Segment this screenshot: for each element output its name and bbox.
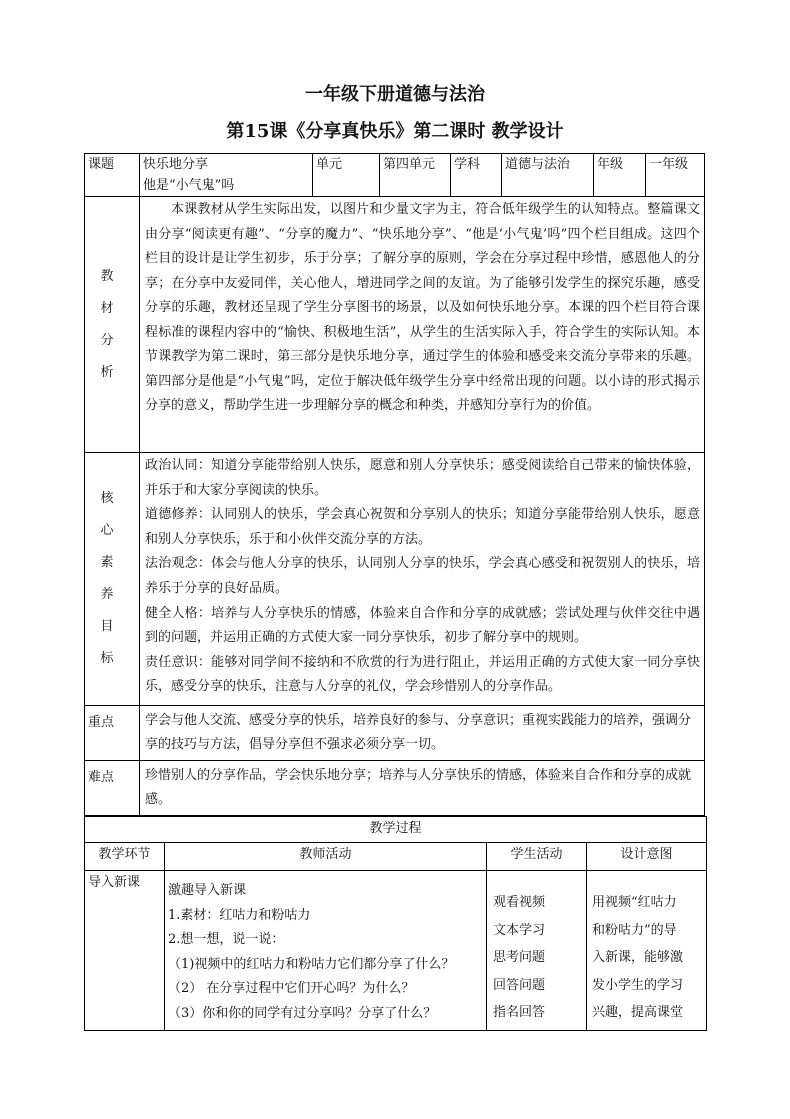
topic-line-1: 快乐地分享 [143, 157, 209, 172]
teacher-line: 激趣导入新课 [168, 883, 247, 898]
teacher-line: （3）你和你的同学有过分享吗？分享了什么？ [168, 1005, 437, 1021]
teacher-line: 1.素材：红咕力和粉咕力 [168, 907, 311, 923]
design-intent [587, 871, 707, 1031]
doc-subtitle: 第15课《分享真快乐》第二课时 教学设计 [226, 121, 564, 142]
student-line: 指名回答 [493, 1005, 546, 1020]
process-table [84, 816, 707, 1031]
goal-item: 法治观念：体会与他人分享的快乐，认同别人分享的快乐，学会真心感受和祝贺别人的快乐，培养乐于分享的良好品质。 [145, 556, 700, 596]
difficulties-label: 难点 [85, 761, 140, 816]
goals-text [140, 453, 705, 706]
student-activity [487, 871, 587, 1031]
goals-label-1: 核 心 [100, 491, 124, 538]
difficulties-text: 珍惜别人的分享作品，学会快乐地分享；培养与人分享快乐的情感，体验来自合作和分享的成就感。 [140, 761, 705, 816]
unit-label: 单元 [313, 154, 380, 197]
key-points-label: 重点 [85, 706, 140, 761]
student-line: 观看视频 [493, 895, 546, 910]
intent-line: 发小学生的学习 [592, 977, 684, 993]
intent-line: 入新课，能够激 [592, 950, 684, 965]
student-line: 思考问题 [493, 950, 546, 965]
intent-line: 兴趣，提高课堂 [592, 1005, 684, 1020]
goal-item: 责任意识：能够对同学间不接纳和不欣赏的行为进行阻止，并运用正确的方式使大家一同分享快乐，感受分享的快乐，注意与人分享的礼仪，学会珍惜别人的分享作品。 [145, 654, 700, 695]
goals-label-2: 素 养 [100, 555, 124, 602]
stage-intro: 导入新课 [85, 871, 165, 1031]
grade-label: 年级 [594, 154, 646, 197]
intent-line: 和粉咕力”的导 [592, 922, 677, 938]
goal-item: 健全人格：培养与人分享快乐的情感，体验来自合作和分享的成就感；尝试处理与伙伴交往中遇到的问题，并运用正确的方式使大家一同分享快乐，初步了解分享中的规则。 [145, 605, 700, 646]
subject-label: 学科 [451, 154, 502, 197]
topic-label: 课题 [85, 154, 140, 197]
teacher-line: 2.想一想，说一说： [168, 932, 285, 947]
unit-value: 第四单元 [380, 154, 451, 197]
intent-line: 用视频“红咕力 [592, 895, 677, 910]
student-line: 回答问题 [493, 977, 546, 993]
topic-value [140, 154, 313, 197]
header-teacher: 教师活动 [165, 843, 487, 871]
teacher-line: （2） 在分享过程中它们开心吗？为什么？ [168, 981, 415, 996]
subject-value: 道德与法治 [502, 154, 594, 197]
header-intent: 设计意图 [587, 843, 707, 871]
analysis-label [85, 197, 140, 453]
teacher-line: （1)视频中的红咕力和粉咕力它们都分享了什么？ [168, 956, 455, 972]
lesson-info-table [84, 153, 705, 816]
goals-label [85, 453, 140, 706]
analysis-text: 本课教材从学生实际出发，以图片和少量文字为主，符合低年级学生的认知特点。整篇课文由分享“阅读更有趣”、“分享的魔力”、“快乐地分享”、“他是‘小气鬼’吗”四个栏目组成。这四个栏目的设计是让学生初步，乐于分享；了解分享的原则，学会在分享过程中珍惜，感恩他人的分享；在分享中友爱同伴，关心他人，增进同学之间的友谊。为了能够引发学生的探究乐趣，感受分享的乐趣，教材还呈现了学生分享图书的场景，以及如何快乐地分享。本课的四个栏目符合课程标准的课程内容中的“愉快、积极地生活”，从学生的生活实际入手，符合学生的实际认知。本节课教学为第二课时，第三部分是快乐地分享，通过学生的体验和感受来交流分享带来的乐趣。第四部分是他是“小气鬼”吗，定位于解决低年级学生分享中经常出现的问题。以小诗的形式揭示分享的意义，帮助学生进一步理解分享的概念和种类，并感知分享行为的价值。 [140, 197, 705, 453]
key-points-text: 学会与他人交流、感受分享的快乐，培养良好的参与、分享意识；重视实践能力的培养，强调分享的技巧与方法，倡导分享但不强求必须分享一切。 [140, 706, 705, 761]
header-student: 学生活动 [487, 843, 587, 871]
student-line: 文本学习 [493, 922, 546, 938]
goal-item: 政治认同：知道分享能带给别人快乐，愿意和别人分享快乐；感受阅读给自己带来的愉快体验，并乐于和大家分享阅读的快乐。 [145, 458, 700, 498]
goal-item: 道德修养：认同别人的快乐，学会真心祝贺和分享别人的快乐；知道分享能带给别人快乐，愿意和别人分享快乐，乐于和小伙伴交流分享的方法。 [145, 507, 700, 547]
doc-title: 一年级下册道德与法治 [305, 84, 485, 105]
process-title: 教学过程 [85, 817, 707, 843]
analysis-label-1: 教 材 [100, 268, 124, 316]
goals-label-3: 目 标 [100, 619, 124, 666]
header-stage: 教学环节 [85, 843, 165, 871]
grade-value: 一年级 [646, 154, 705, 197]
topic-line-2: 他是“小气鬼”吗 [143, 178, 235, 193]
teacher-activity [165, 871, 487, 1031]
analysis-label-2: 分 析 [100, 332, 124, 380]
